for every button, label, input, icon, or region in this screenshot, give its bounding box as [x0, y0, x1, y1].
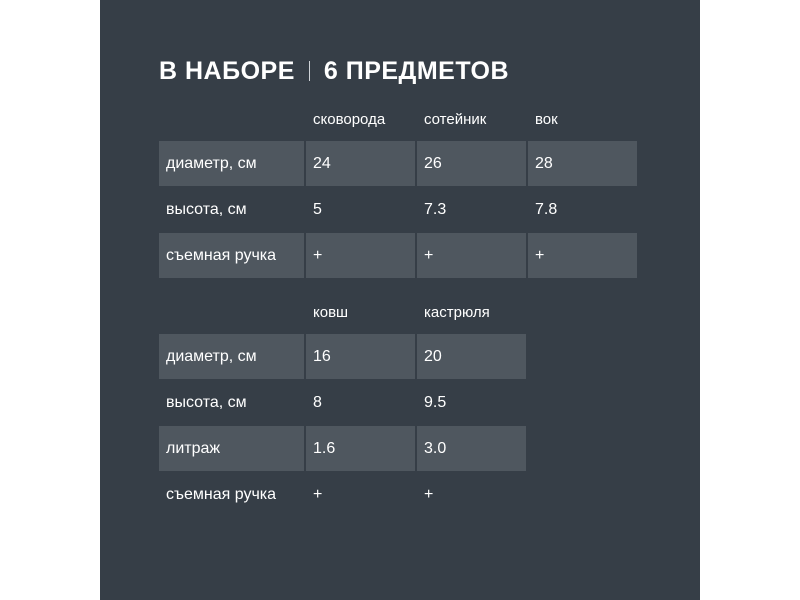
value-cell: +	[313, 485, 323, 503]
row-label: диаметр, см	[159, 334, 304, 379]
row-label: высота, см	[166, 393, 247, 411]
value-cell: +	[417, 233, 526, 278]
table-row	[159, 187, 639, 232]
value-cell: 9.5	[424, 393, 447, 411]
title-left: В НАБОРЕ	[159, 56, 295, 85]
header-spacer	[159, 292, 304, 332]
title-divider	[309, 61, 310, 81]
table-row	[159, 233, 639, 278]
row-label: съемная ручка	[166, 485, 277, 503]
table-header-row	[159, 99, 639, 139]
value-cell: +	[528, 233, 637, 278]
title-right: 6 ПРЕДМЕТОВ	[323, 56, 510, 85]
page-title	[159, 55, 509, 87]
spec-table-2	[159, 292, 528, 518]
row-label: съемная ручка	[159, 233, 304, 278]
column-header: ковш	[313, 303, 349, 321]
table-row	[159, 380, 528, 425]
row-label: литраж	[159, 426, 304, 471]
spec-table-1	[159, 99, 639, 279]
column-header: сковорода	[313, 110, 386, 128]
value-cell: 1.6	[306, 426, 415, 471]
value-cell: 24	[306, 141, 415, 186]
table-header-row	[159, 292, 528, 332]
spec-panel	[100, 0, 700, 600]
column-header: вок	[535, 110, 558, 128]
value-cell: 5	[313, 200, 322, 218]
table-row	[159, 334, 528, 379]
column-header: кастрюля	[424, 303, 490, 321]
value-cell: 16	[306, 334, 415, 379]
value-cell: +	[306, 233, 415, 278]
row-label: диаметр, см	[159, 141, 304, 186]
value-cell: 3.0	[417, 426, 526, 471]
header-spacer	[159, 99, 304, 139]
value-cell: 7.3	[424, 200, 447, 218]
table-row	[159, 426, 528, 471]
value-cell: 26	[417, 141, 526, 186]
value-cell: 8	[313, 393, 322, 411]
value-cell: 28	[528, 141, 637, 186]
column-header: сотейник	[424, 110, 487, 128]
value-cell: +	[424, 485, 434, 503]
row-label: высота, см	[166, 200, 247, 218]
value-cell: 7.8	[535, 200, 558, 218]
table-row	[159, 141, 639, 186]
value-cell: 20	[417, 334, 526, 379]
table-row	[159, 472, 528, 517]
